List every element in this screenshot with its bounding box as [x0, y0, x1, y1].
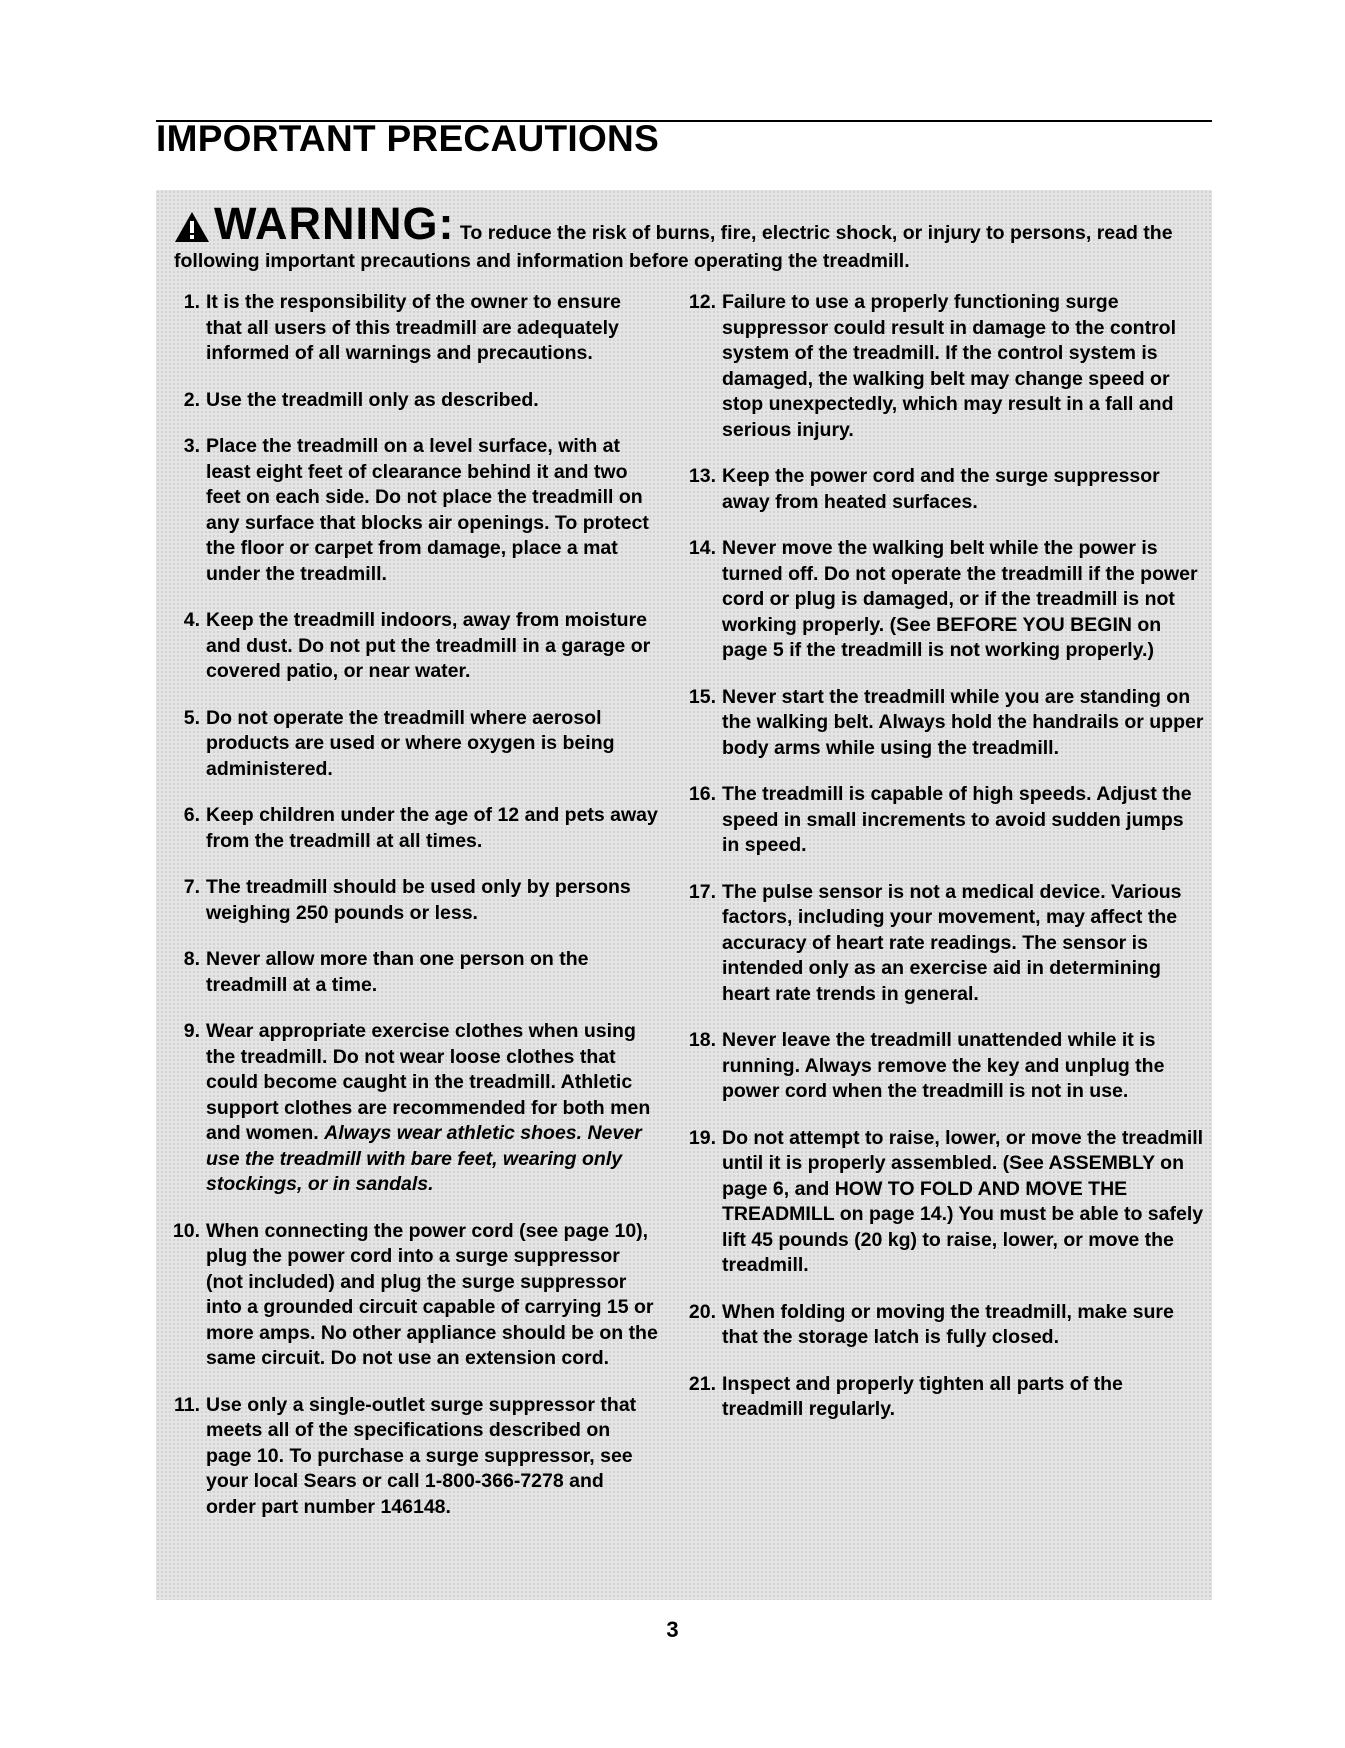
item-text: The treadmill should be used only by persons weighing 250 pounds or less.: [206, 876, 631, 924]
precaution-item: [158, 1019, 658, 1198]
item-text: Do not operate the treadmill where aerosol products are used or where oxygen is being administered.: [206, 706, 615, 780]
item-number: 21.: [688, 1372, 716, 1395]
item-number: 3.: [183, 435, 200, 457]
item-text: The pulse sensor is not a medical device. Various factors, including your movement, may affect the accuracy of heart rate readings. The sensor is intended only as an exercise aid in determining heart rate trends in general.: [722, 880, 1182, 1005]
page-number: 3: [666, 1617, 679, 1642]
precaution-item: [674, 685, 1204, 762]
item-text: Use the treadmill only as described.: [206, 388, 539, 411]
page-title: IMPORTANT PRECAUTIONS: [156, 118, 660, 159]
precaution-item: [158, 1219, 658, 1372]
item-text: Wear appropriate exercise clothes when using the treadmill. Do not wear loose clothes that could become caught in the treadmill. Athletic support clothes are recommended for both men and women.: [206, 1020, 651, 1144]
precaution-item: [674, 1126, 1204, 1279]
item-number: 19.: [688, 1126, 716, 1149]
item-text: Never allow more than one person on the treadmill at a time.: [206, 948, 589, 996]
warning-statement: [174, 198, 1194, 275]
item-text: It is the responsibility of the owner to ensure that all users of this treadmill are adequately informed of all warnings and precautions.: [206, 291, 621, 364]
precaution-item: [674, 782, 1204, 859]
item-text: Never start the treadmill while you are standing on the walking belt. Always hold the handrails or upper body arms while using the treadmill.: [722, 685, 1204, 759]
item-text: Place the treadmill on a level surface, with at least eight feet of clearance behind it and two feet on each side. Do not place the treadmill on any surface that blocks air openings. To protect the floor or carpet from damage, place a mat under the treadmill.: [206, 435, 649, 585]
precautions-panel: [156, 190, 1212, 1600]
item-text: When folding or moving the treadmill, make sure that the storage latch is fully closed.: [722, 1300, 1174, 1348]
precaution-item: [158, 875, 658, 926]
item-text: The treadmill is capable of high speeds. Adjust the speed in small increments to avoid sudden jumps in speed.: [722, 783, 1192, 856]
precaution-item: [158, 706, 658, 783]
item-number: 9.: [183, 1020, 200, 1042]
item-text: When connecting the power cord (see page 10), plug the power cord into a surge suppressor (not included) and plug the surge suppressor into a grounded circuit capable of carrying 15 or more amps. No other appliance should be on the same circuit. Do not use an extension cord.: [206, 1219, 658, 1369]
item-number: 2.: [183, 388, 200, 411]
item-text: Failure to use a properly functioning surge suppressor could result in damage to the control system of the treadmill. If the control system is damaged, the walking belt may change speed or stop unexpectedly, which may result in a fall and serious injury.: [722, 291, 1176, 441]
warning-triangle-icon: [174, 211, 210, 243]
precaution-item: [674, 1028, 1204, 1105]
precaution-item: [158, 290, 658, 367]
item-text: Do not attempt to raise, lower, or move the treadmill until it is properly assembled. (See ASSEMBLY on page 6, and HOW TO FOLD AND MOVE THE TREADMILL on page 14.) You must be able to safely lift 45 pounds (20 kg) to raise, lower, or move the treadmill.: [722, 1126, 1204, 1276]
item-number: 18.: [688, 1029, 716, 1051]
item-number: 20.: [688, 1300, 716, 1323]
item-text: Use only a single-outlet surge suppressor that meets all of the specifications described on page 10. To purchase a surge suppressor, see your local Sears or call 1-800-366-7278 and order part number 146148.: [206, 1393, 637, 1518]
item-text: Keep the power cord and the surge suppressor away from heated surfaces.: [722, 465, 1160, 513]
item-text: Keep children under the age of 12 and pets away from the treadmill at all times.: [206, 804, 658, 852]
precaution-item: [158, 1393, 658, 1521]
item-text-italic: Always wear athletic shoes. Never use the treadmill with bare feet, wearing only stockings, or in sandals.: [206, 1122, 642, 1195]
item-text: Keep the treadmill indoors, away from moisture and dust. Do not put the treadmill in a garage or covered patio, or near water.: [206, 609, 651, 682]
precaution-item: [158, 434, 658, 587]
item-text: Inspect and properly tighten all parts of the treadmill regularly.: [722, 1372, 1123, 1420]
item-text: Never move the walking belt while the power is turned off. Do not operate the treadmill if the power cord or plug is damaged, or if the treadmill is not working properly. (See BEFORE YOU BEGIN on page 5 if the treadmill is not working properly.): [722, 537, 1198, 661]
item-number: 11.: [173, 1393, 200, 1416]
warning-label: WARNING:: [214, 198, 455, 249]
precaution-item: [674, 464, 1204, 515]
precaution-item: [158, 388, 658, 414]
precaution-item: [158, 803, 658, 854]
item-number: 6.: [183, 804, 200, 826]
item-number: 10.: [172, 1219, 200, 1242]
precaution-item: [158, 947, 658, 998]
item-number: 1.: [183, 291, 200, 313]
precaution-item: [674, 880, 1204, 1008]
precaution-item: [674, 536, 1204, 664]
precautions-column-left: [158, 290, 658, 1541]
precaution-item: [674, 1300, 1204, 1351]
item-number: 12.: [688, 291, 716, 313]
item-number: 17.: [688, 880, 716, 903]
item-number: 15.: [688, 685, 716, 708]
precaution-item: [158, 608, 658, 685]
precaution-item: [674, 290, 1204, 443]
item-text: Never leave the treadmill unattended while it is running. Always remove the key and unplug the power cord when the treadmill is not in use.: [722, 1029, 1165, 1102]
item-number: 14.: [688, 537, 716, 559]
item-number: 13.: [688, 465, 716, 487]
precaution-item: [674, 1372, 1204, 1423]
item-number: 8.: [183, 948, 200, 970]
precautions-column-right: [674, 290, 1204, 1444]
item-number: 16.: [688, 783, 716, 805]
item-number: 4.: [183, 609, 200, 631]
warning-text: To reduce the risk of burns, fire, electric shock, or injury to persons, read the following important precautions and information before operating the treadmill.: [174, 222, 1173, 272]
item-number: 5.: [183, 706, 200, 729]
item-number: 7.: [183, 876, 200, 898]
